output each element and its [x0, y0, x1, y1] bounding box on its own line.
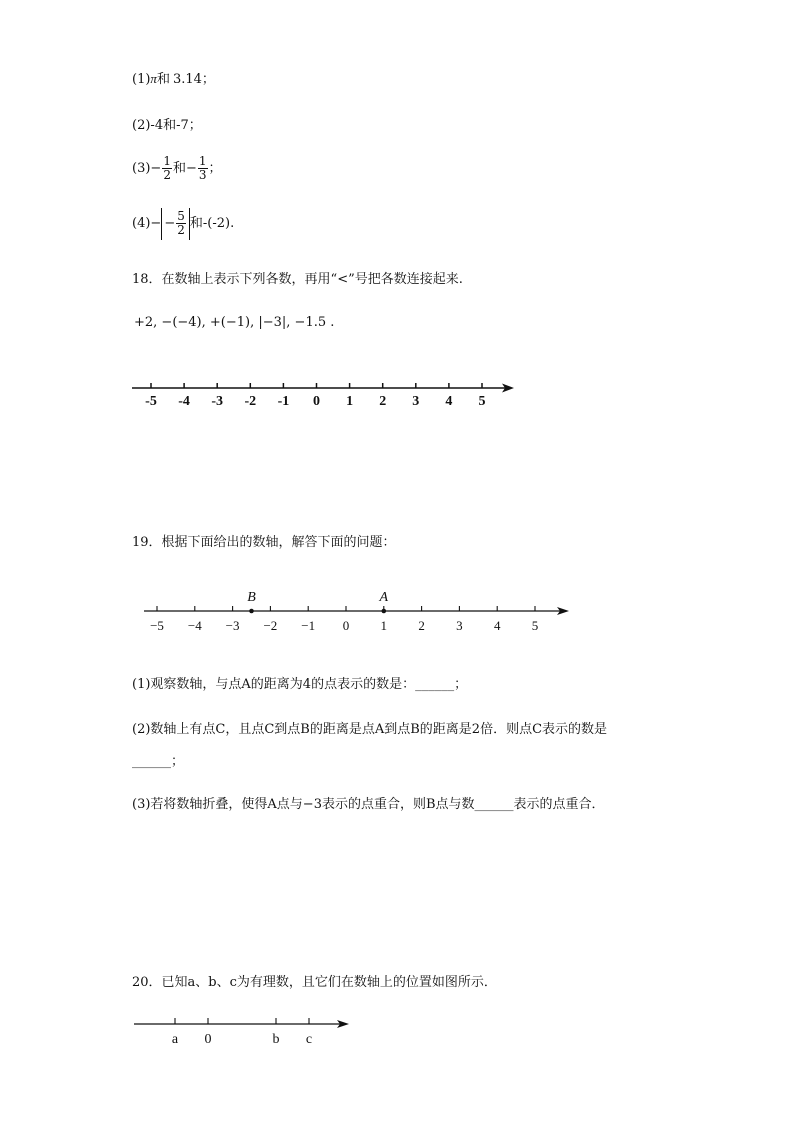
pi-symbol: π [150, 71, 157, 86]
item-label: (4) [132, 216, 151, 231]
numerator: 1 [163, 154, 171, 168]
point-dot [249, 609, 254, 614]
q17-item-1 [132, 68, 215, 87]
q19-sub2-line2: ______； [132, 754, 185, 769]
q19-number-line [0, 585, 794, 635]
tick-label: a [171, 1032, 179, 1047]
item-label: (3) [132, 161, 151, 176]
denominator: 2 [177, 222, 185, 237]
minus-sign: − [164, 215, 176, 231]
tick-label: -4 [178, 394, 190, 409]
tick-label: -5 [145, 394, 157, 409]
tick-group [145, 383, 485, 409]
tick-label: b [272, 1032, 280, 1047]
q18-number-line [0, 370, 794, 420]
punct: ； [208, 161, 222, 176]
minus-sign: − [150, 161, 162, 176]
tick-label: −2 [263, 618, 278, 633]
tick-label: 1 [346, 394, 354, 409]
point-label: A [379, 590, 389, 605]
tick-label: 4 [445, 394, 453, 409]
q20-number-line [0, 1010, 794, 1050]
item-label: (2) [132, 118, 151, 133]
tick-label: -2 [244, 394, 257, 409]
q17-item-4 [132, 206, 234, 242]
item-label: (1) [132, 72, 151, 87]
numerator: 1 [198, 154, 207, 168]
q18-numbers: +2, −(−4), +(−1), |−3|, −1.5 . [134, 315, 335, 330]
tick-label: 0 [342, 618, 350, 633]
tick-label: −3 [225, 618, 240, 633]
q17-item-2 [132, 114, 202, 133]
tick-label: -3 [211, 394, 224, 409]
tick-label: c [305, 1032, 313, 1047]
point-dot [382, 609, 387, 614]
tick-label: 3 [456, 618, 463, 633]
tick-label: 0 [313, 394, 320, 409]
point-group [247, 590, 388, 613]
tick-group [172, 1018, 312, 1047]
tick-label: 0 [204, 1032, 212, 1047]
join-word: 和 [172, 161, 186, 176]
tick-label: 5 [531, 618, 539, 633]
tick-label: 3 [412, 394, 420, 409]
minus-sign: − [185, 161, 197, 176]
tick-label: −4 [187, 618, 202, 633]
numerator: 5 [177, 208, 185, 223]
fraction-one-half [162, 155, 172, 182]
point-label: B [247, 590, 256, 605]
tick-label: 1 [380, 618, 388, 633]
q18-title: 18．在数轴上表示下列各数，再用“<”号把各数连接起来. [132, 272, 463, 287]
q19-sub1: (1)观察数轴，与点A的距离为4的点表示的数是：______； [132, 677, 468, 692]
join-word: 和 [156, 72, 170, 87]
punct: ； [201, 72, 215, 87]
q19-sub2-line1: (2)数轴上有点C，且点C到点B的距离是点A到点B的距离是2倍．则点C表示的数是 [132, 722, 608, 737]
tick-label: 5 [478, 394, 486, 409]
minus-sign: − [150, 216, 162, 231]
denominator: 3 [198, 168, 207, 182]
number-314: 3.14 [172, 72, 202, 87]
fraction-five-halves [176, 210, 186, 237]
item-text: -4和-7； [150, 118, 202, 133]
tick-label: −5 [150, 618, 164, 633]
tick-label: 2 [379, 394, 387, 409]
tick-label: 4 [493, 618, 501, 633]
tick-label: -1 [277, 394, 290, 409]
fraction-one-third [198, 155, 208, 182]
q19-title: 19．根据下面给出的数轴，解答下面的问题： [132, 535, 396, 550]
tick-group [150, 606, 538, 633]
denominator: 2 [163, 168, 171, 182]
q19-sub3: (3)若将数轴折叠，使得A点与−3表示的点重合，则B点与数______表示的点重合． [132, 797, 605, 812]
tick-label: −1 [301, 618, 316, 633]
q20-title: 20．已知a、b、c为有理数，且它们在数轴上的位置如图所示． [132, 975, 497, 990]
absolute-value [161, 208, 190, 240]
q17-item-3 [132, 151, 222, 187]
tick-label: 2 [418, 618, 425, 633]
join-word: 和-(-2). [189, 216, 235, 231]
